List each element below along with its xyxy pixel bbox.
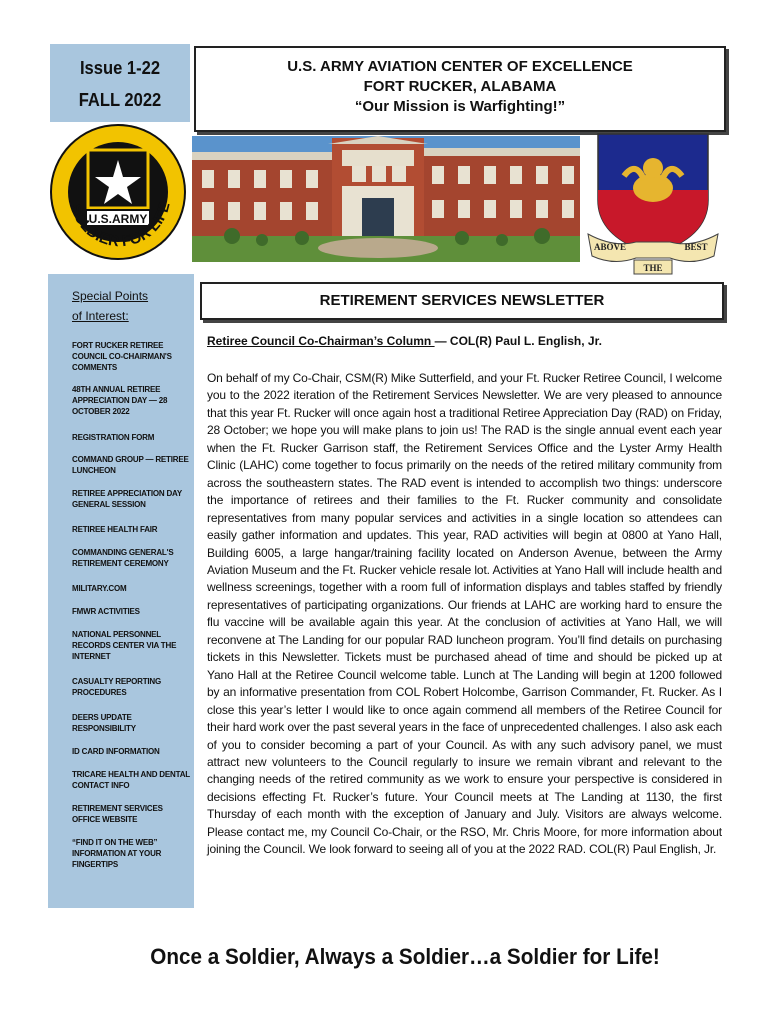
list-item: FMWR ACTIVITIES [72, 607, 140, 616]
special-points-sidebar [48, 274, 194, 908]
footer-slogan: Once a Soldier, Always a Soldier…a Soldier for Life! [150, 944, 660, 969]
building-photo [192, 136, 580, 262]
masthead-motto: “Our Mission is Warfighting!” [354, 98, 566, 115]
logo-ring-text: SOLDIER FOR LIFE [66, 200, 174, 251]
list-item: MILITARY.COM [72, 584, 127, 593]
list-item: “FIND IT ON THE WEB” INFORMATION AT YOUR FINGERTIPS [72, 838, 162, 869]
list-item: DEERS UPDATE RESPONSIBILITY [72, 713, 136, 733]
aviation-crest [584, 130, 722, 276]
list-item: 48TH ANNUAL RETIREE APPRECIATION DAY — 28 OCTOBER 2022 [72, 385, 168, 416]
list-item: NATIONAL PERSONNEL RECORDS CENTER VIA THE INTERNET [72, 630, 177, 661]
special-points-title-line2: of Interest: [72, 309, 129, 323]
crest-scroll-right: BEST [684, 242, 708, 252]
list-item: FORT RUCKER RETIREE COUNCIL CO-CHAIRMAN'S COMMENTS [72, 341, 172, 372]
army-soldier-for-life-logo [48, 122, 188, 262]
logo-army-text: U.S.ARMY [88, 212, 148, 226]
special-points-title [72, 286, 182, 326]
issue-box [50, 44, 190, 122]
crest-scroll-bottom: THE [643, 263, 663, 273]
list-item: ID CARD INFORMATION [72, 747, 160, 756]
column-body: On behalf of my Co-Chair, CSM(R) Mike Sutterfield, and your Ft. Rucker Retiree Council, I welcome you to the 2022 iteration of the Retirement Services Newsletter. We are very pleased to announce that this year Ft. Rucker will once again host a traditional Retiree Appreciation Day (RAD) on Friday, 28 October; we hope you will make plans to join us! The RAD is the single annual event each year when the Ft. Rucker Garrison staff, the Retirement Services Office and the Lyster Army Health Clinic (LAHC) come together to focus primarily on the needs of the retired military community from across the southeastern states. The RAD event is intended to accomplish two things: underscore the importance of retirees and their families to the Ft. Rucker community and consolidate representatives from many popular services and activities in a single location so attendees can easily gather information and updates. This year, RAD activities will begin at 0800 at Yano Hall, Building 6005, a large hangar/training facility located on Anderson Avenue, between the Army Aviation Museum and the Ft. Rucker vehicle resale lot. Activities at Yano Hall will include health and wellness screenings, together with a room full of information displays and tables staffed by friendly representatives of participating organizations. Our friends at LAHC are working hard to ensure the flu vaccine will be available again this year. At the conclusion of activities at Yano Hall, we will reconvene at The Landing for our popular RAD luncheon program. You’ll find details on purchasing tickets in this Newsletter. Tickets must be purchased ahead of time and should be picked up at Yano Hall at the Retiree Council welcome table. Lunch at The Landing will begin at 1200 followed by an informative presentation from COL Robert Holcombe, Garrison Commander, Ft. Rucker. As I close this year’s letter I would like to once again commend all members of the Retiree Council for their hard work over the past several years in the face of unprecedented challenges. I also ask each of you to consider becoming a part of your Council. As with any such advisory panel, we must attract new volunteers to the Council regularly to insure we remain vibrant and relevant to the changing needs of the retired community as we work to ensure your perspective is considered in decisions effecting Ft. Rucker’s future. Your Council meets at The Landing at 1130, the first Thursday of each month with the exception of January and July. Visitors are always welcome. Please contact me, my Council Co-Chair, or the RSO, Mr. Chris Moore, for more information about joining the Council. We look forward to seeing all of you at the 2022 RAD. COL(R) Paul English, Jr. [207, 371, 722, 857]
masthead [194, 46, 726, 132]
list-item: COMMAND GROUP — RETIREE LUNCHEON [72, 455, 189, 475]
column-title: Retiree Council Co-Chairman’s Column [207, 334, 435, 348]
masthead-org: U.S. ARMY AVIATION CENTER OF EXCELLENCE [287, 58, 633, 75]
issue-number: Issue 1-22 [79, 58, 161, 78]
list-item: RETIREMENT SERVICES OFFICE WEBSITE [72, 804, 163, 824]
crest-scroll-left: ABOVE [593, 242, 627, 252]
special-points-title-line1: Special Points [72, 289, 149, 303]
list-item: CASUALTY REPORTING PROCEDURES [72, 677, 161, 697]
column-author: — COL(R) Paul L. English, Jr. [434, 334, 602, 348]
list-item: RETIREE HEALTH FAIR [72, 525, 158, 534]
list-item: TRICARE HEALTH AND DENTAL CONTACT INFO [72, 770, 190, 790]
column-heading [207, 334, 727, 348]
list-item: COMMANDING GENERAL'S RETIREMENT CEREMONY [72, 548, 174, 568]
masthead-location: FORT RUCKER, ALABAMA [363, 78, 557, 95]
list-item: RETIREE APPRECIATION DAY GENERAL SESSION [72, 489, 182, 509]
issue-season: FALL 2022 [78, 90, 162, 110]
list-item: REGISTRATION FORM [72, 433, 155, 442]
newsletter-title: RETIREMENT SERVICES NEWSLETTER [200, 282, 724, 320]
